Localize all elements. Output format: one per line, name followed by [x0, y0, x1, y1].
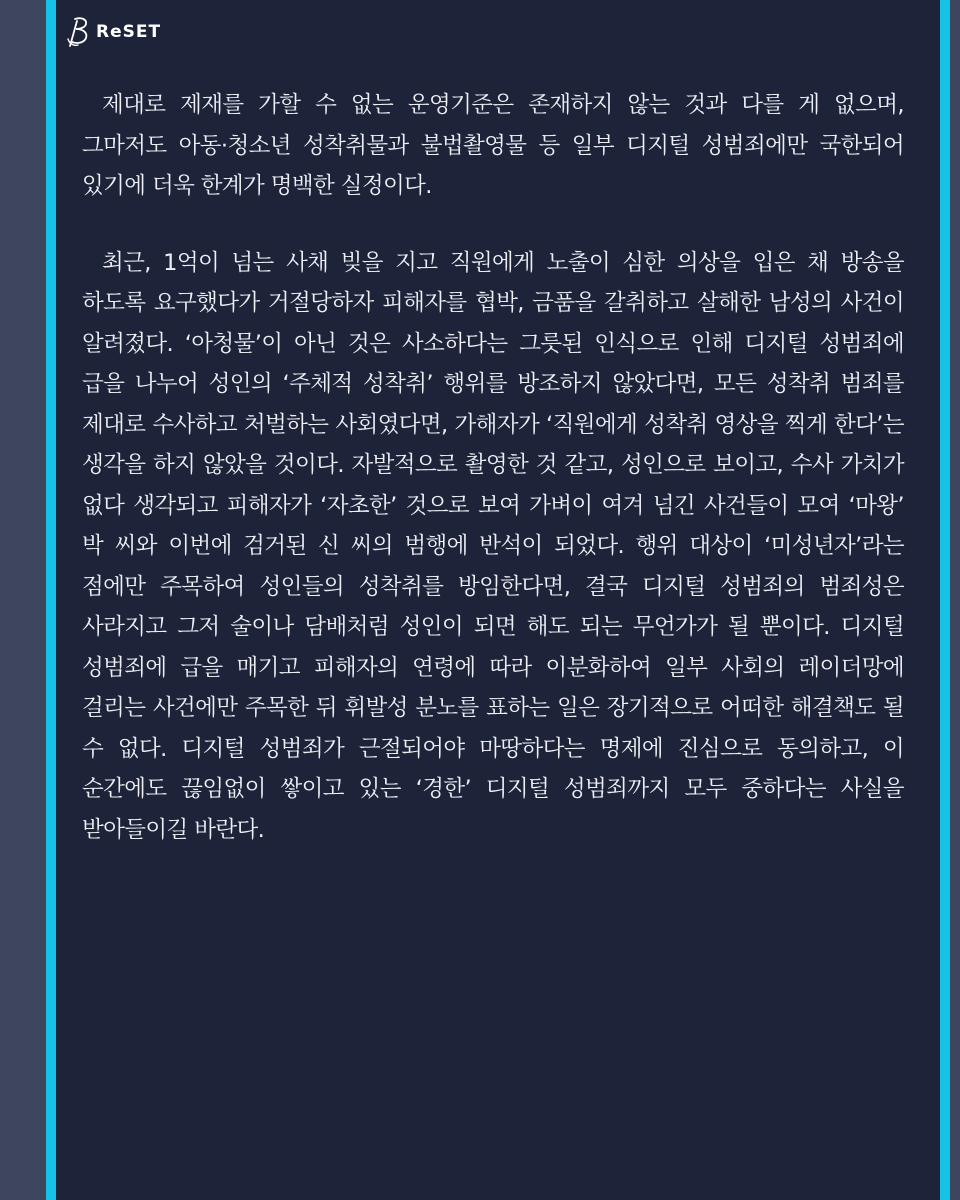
article-body — [82, 85, 904, 850]
article-paragraph-2: 최근, 1억이 넘는 사채 빚을 지고 직원에게 노출이 심한 의상을 입은 채 방송을 하도록 요구했다가 거절당하자 피해자를 협박, 금품을 갈취하고 살해한 남성의 사건이 알려졌다. ‘아청물’이 아닌 것은 사소하다는 그릇된 인식으로 인해 디지털 성범죄에 급을 나누어 성인의 ‘주체적 성착취’ 행위를 방조하지 않았다면, 모든 성착취 범죄를 제대로 수사하고 처벌하는 사회였다면, 가해자가 ‘직원에게 성착취 영상을 찍게 한다’는 생각을 하지 않았을 것이다. 자발적으로 촬영한 것 같고, 성인으로 보이고, 수사 가치가 없다 생각되고 피해자가 ‘자초한’ 것으로 보여 가벼이 여겨 넘긴 사건들이 모여 ‘마왕’ 박 씨와 이번에 검거된 신 씨의 범행에 반석이 되었다. 행위 대상이 ‘미성년자’라는 점에만 주목하여 성인들의 성착취를 방임한다면, 결국 디지털 성범죄의 범죄성은 사라지고 그저 술이나 담배처럼 성인이 되면 해도 되는 무언가가 될 뿐이다. 디지털 성범죄에 급을 매기고 피해자의 연령에 따라 이분화하여 일부 사회의 레이더망에 걸리는 사건에만 주목한 뒤 휘발성 분노를 표하는 일은 장기적으로 어떠한 해결책도 될 수 없다. 디지털 성범죄가 근절되어야 마땅하다는 명제에 진심으로 동의하고, 이 순간에도 끊임없이 쌓이고 있는 ‘경한’ 디지털 성범죄까지 모두 중하다는 사실을 받아들이길 바란다. — [82, 249, 904, 843]
article-paragraph-1: 제대로 제재를 가할 수 없는 운영기준은 존재하지 않는 것과 다를 게 없으며, 그마저도 아동·청소년 성착취물과 불법촬영물 등 일부 디지털 성범죄에만 국한되어 있기에 더욱 한계가 명백한 실정이다. — [82, 92, 904, 199]
reset-logo-mark-icon — [66, 15, 92, 49]
brand-logo — [66, 14, 161, 50]
brand-name: ReSET — [96, 22, 162, 42]
